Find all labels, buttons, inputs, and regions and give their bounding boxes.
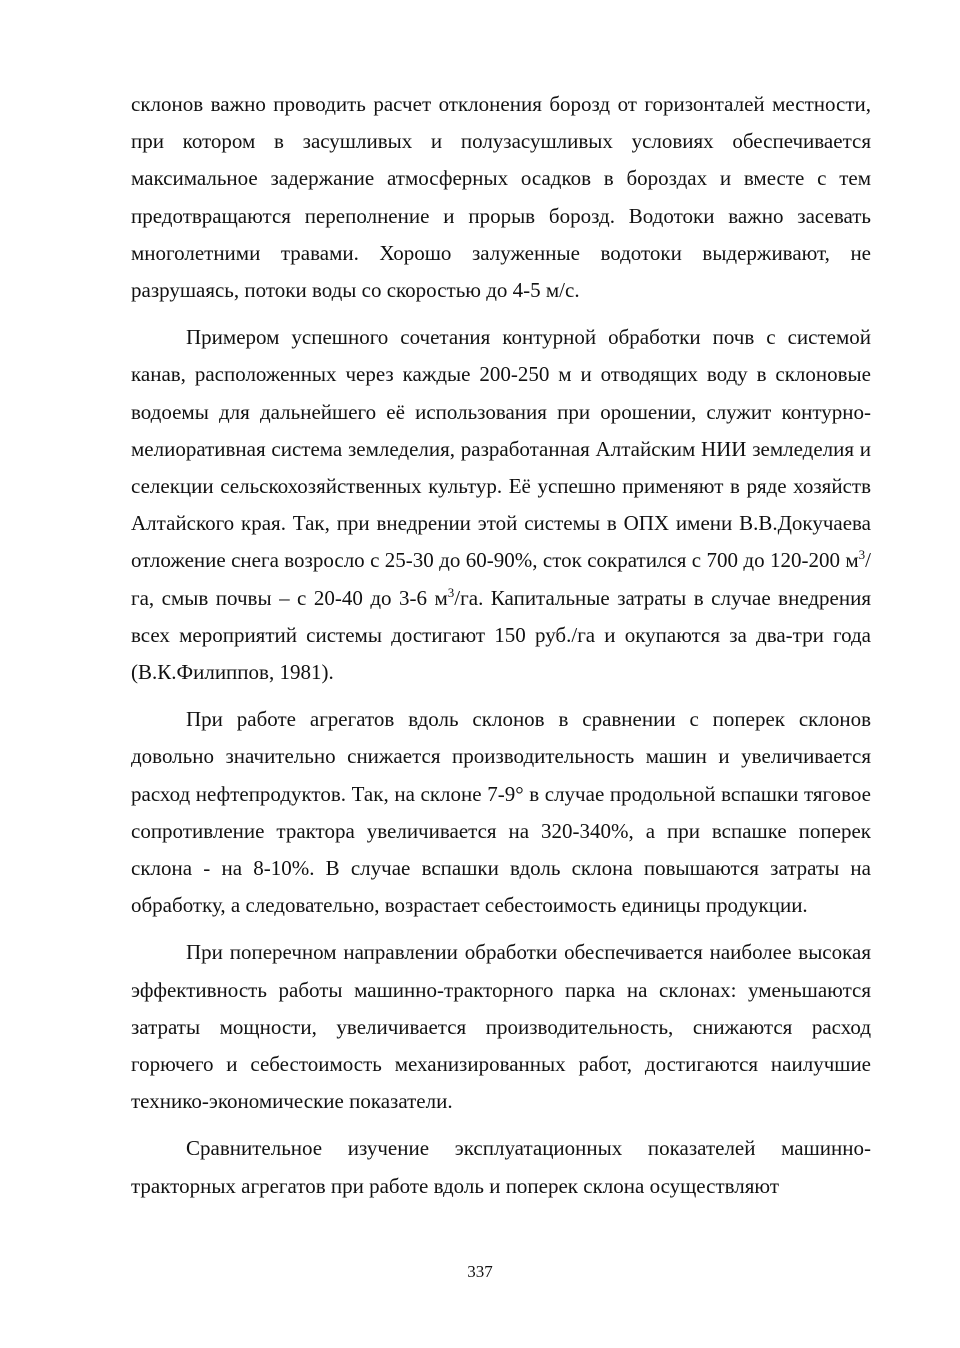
paragraph-2-part-2: /га, смыв почвы – с 20-40 до 3-6 м [131, 548, 871, 610]
paragraph-5: Сравнительное изучение эксплуатационных показателей машинно-тракторных агрегатов при работе вдоль и поперек склона осуществляют [131, 1136, 871, 1198]
superscript-cubic-1: 3 [858, 547, 866, 563]
paragraph-1: склонов важно проводить расчет отклонения борозд от горизонталей местности, при котором в засушливых и полузасушливых условиях обеспечивается максимальное задержание атмосферных осадков в бороздах и вместе с тем предотвращаются переполнение и прорыв борозд. Водотоки важно засевать многолетними травами. Хорошо залуженные водотоки выдерживают, не разрушаясь, потоки воды со скоростью до 4-5 м/с. [131, 92, 871, 303]
body-text [131, 86, 871, 1215]
paragraph-4: При поперечном направлении обработки обеспечивается наиболее высокая эффективность работы машинно-тракторного парка на склонах: уменьшаются затраты мощности, увеличивается производительность, снижаются расход горючего и себестоимость механизированных работ, достигаются наилучшие технико-экономические показатели. [131, 940, 871, 1114]
paragraph-2-part-1: Примером успешного сочетания контурной обработки почв с системой канав, расположенных через каждые 200-250 м и отводящих воду в склоновые водоемы для дальнейшего её использования при орошении, служит контурно-мелиоративная система земледелия, разработанная Алтайским НИИ земледелия и селекции сельскохозяйственных культур. Её успешно применяют в ряде хозяйств Алтайского края. Так, при внедрении этой системы в ОПХ имени В.В.Докучаева отложение снега возросло с 25-30 до 60-90%, сток сократился с 700 до 120-200 м [131, 325, 871, 573]
superscript-cubic-2: 3 [447, 584, 455, 600]
paragraph-2 [131, 319, 871, 691]
page-number: 337 [467, 1262, 493, 1281]
paragraph-3: При работе агрегатов вдоль склонов в сравнении с поперек склонов довольно значительно снижается производительность машин и увеличивается расход нефтепродуктов. Так, на склоне 7-9° в случае продольной вспашки тяговое сопротивление трактора увеличивается на 320-340%, а при вспашке поперек склона - на 8-10%. В случае вспашки вдоль склона повышаются затраты на обработку, а следовательно, возрастает себестоимость единицы продукции. [131, 707, 871, 918]
paragraph-2-part-3: /га. Капитальные затраты в случае внедрения всех мероприятий системы достигают 150 руб./га и окупаются за два-три года (В.К.Филиппов, 1981). [131, 585, 871, 685]
